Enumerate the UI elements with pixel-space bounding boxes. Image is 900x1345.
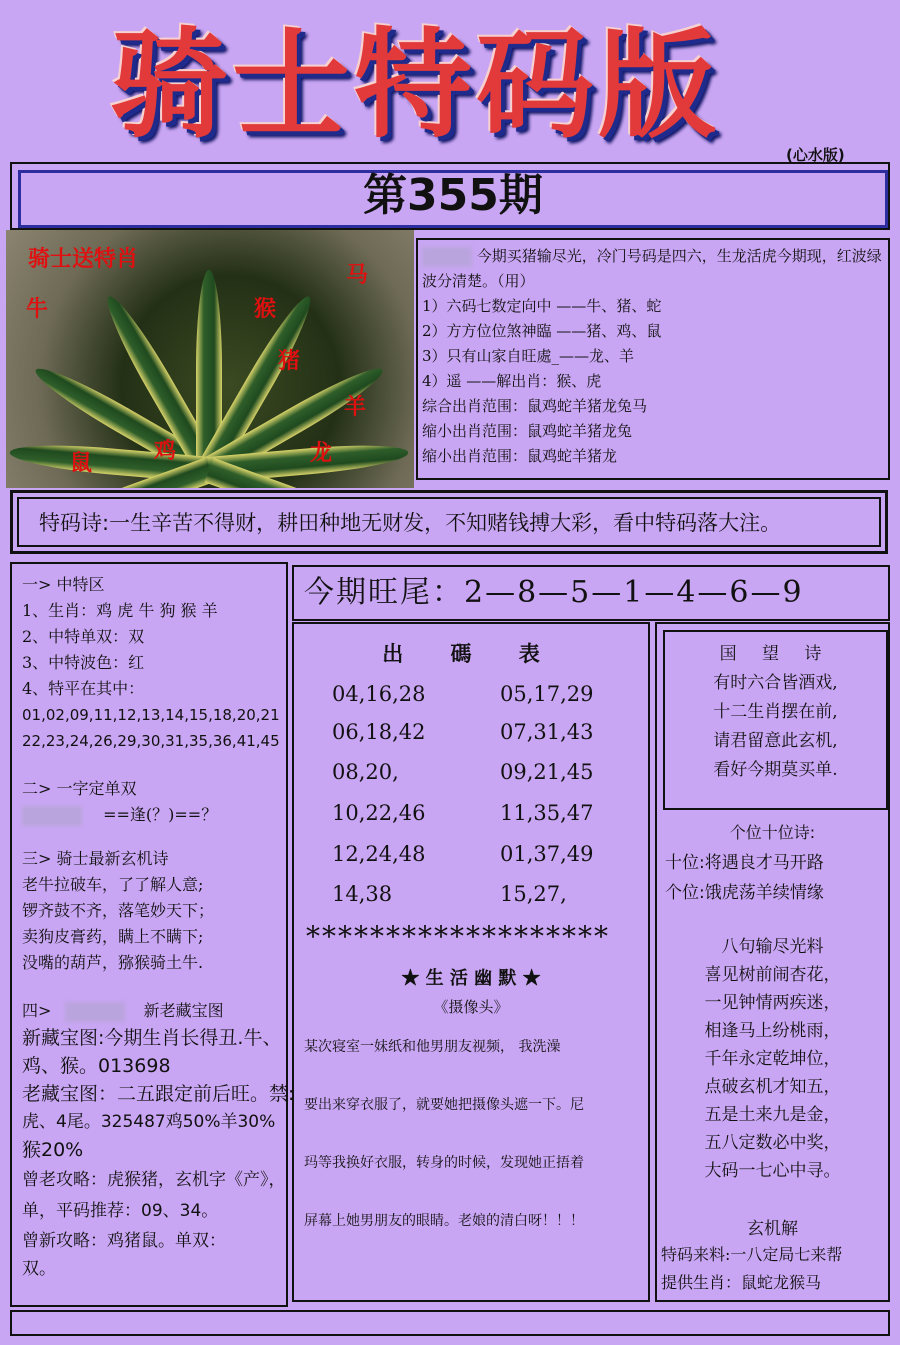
- eight-lines-title: 八句输尽光料: [721, 937, 824, 957]
- table-cell: 14,38: [332, 882, 393, 906]
- mystery-line: 特码来料:一八定局七来帮: [661, 1245, 843, 1264]
- strategy-line: 单，平码推荐：09、34。: [22, 1201, 219, 1221]
- eight-line: 喜见树前闹杏花，: [704, 965, 841, 985]
- numbers-line: 01,02,09,11,12,13,14,15,18,20,21: [22, 706, 280, 724]
- eight-line: 一见钟情两疾迷，: [704, 993, 841, 1013]
- left-column: [10, 562, 295, 1307]
- treasure-line: 老藏宝图：二五跟定前后旺。禁:: [22, 1083, 295, 1105]
- tema-poem: 特码诗:一生辛苦不得财，耕田种地无财发，不知赌钱搏大彩，看中特码落大注。: [17, 497, 881, 547]
- tema-poem-row: [10, 490, 888, 554]
- poem-line: 有时六合皆酒戏,: [713, 673, 838, 693]
- story-line: 要出来穿衣服了，就要她把摄像头遮一下。尼: [304, 1097, 584, 1113]
- tens-line: 十位:将遇良才马开路: [665, 853, 824, 873]
- strategy-line: 曾老攻略：虎猴猪，玄机字《产》，: [22, 1170, 286, 1190]
- riddle-line: 老牛拉破车，了了解人意;: [22, 875, 204, 894]
- strategy-line: 双。: [22, 1259, 56, 1279]
- right-column: [655, 622, 890, 1302]
- photo-label: 牛: [26, 297, 49, 322]
- eight-line: 大码一七心中寻。: [704, 1161, 841, 1181]
- treasure-line: 虎、4尾。325487鸡50%羊30%: [22, 1112, 276, 1132]
- blurred-mark: [65, 1002, 125, 1022]
- color-line: 3、中特波色：红: [22, 653, 145, 672]
- eight-line: 千年永定乾坤位，: [704, 1049, 841, 1069]
- agave-photo: [6, 230, 414, 488]
- table-cell: 15,27,: [500, 882, 567, 906]
- lucky-tails: 今期旺尾：2—8—5—1—4—6—9: [292, 565, 890, 621]
- edition-label: (心水版): [786, 146, 845, 164]
- prediction-line: 2）方方位位煞神臨 ——猪、鸡、鼠: [422, 322, 662, 340]
- guowang-poem: [663, 630, 888, 810]
- section-title: 四> 新老藏宝图: [22, 1001, 224, 1020]
- section-title: 二> 一字定单双: [22, 779, 137, 798]
- numbers-label: 4、特平在其中：: [22, 679, 145, 698]
- zodiac-line: 1、生肖：鸡 虎 牛 狗 猴 羊: [22, 601, 218, 620]
- table-cell: 05,17,29: [500, 682, 594, 706]
- eight-line: 点破玄机才知五，: [704, 1077, 841, 1097]
- prediction-line: 1）六码七数定向中 ——牛、猪、蛇: [422, 297, 662, 315]
- table-cell: 04,16,28: [332, 682, 426, 706]
- table-cell: 06,18,42: [332, 720, 426, 744]
- treasure-line: 鸡、猴。013698: [22, 1055, 171, 1077]
- eight-line: 相逢马上纷桃雨，: [704, 1021, 841, 1041]
- table-cell: 12,24,48: [332, 842, 426, 866]
- ones-line: 个位:饿虎荡羊续情缘: [665, 883, 824, 903]
- poem-line: 十二生肖摆在前,: [713, 702, 838, 722]
- prediction-line: 3）只有山家自旺處_——龙、羊: [422, 347, 635, 365]
- humor-title: ★ 生 活 幽 默 ★: [401, 968, 541, 989]
- prediction-line: 综合出肖范围：鼠鸡蛇羊猪龙兔马: [422, 397, 648, 415]
- bottom-bar: [10, 1310, 890, 1336]
- table-cell: 08,20,: [332, 760, 399, 784]
- table-cell: 07,31,43: [500, 720, 594, 744]
- photo-label: 龙: [310, 441, 333, 466]
- riddle-line: 锣齐鼓不齐，落笔妙天下；: [22, 901, 215, 920]
- treasure-line: 猴20%: [22, 1139, 84, 1161]
- photo-label: 骑士送特肖: [28, 247, 139, 272]
- photo-label: 羊: [344, 395, 367, 420]
- photo-label: 鼠: [70, 451, 93, 476]
- table-cell: 11,35,47: [500, 801, 594, 825]
- section-title: 三> 骑士最新玄机诗: [22, 849, 169, 868]
- table-cell: 09,21,45: [500, 760, 594, 784]
- section-title: 一> 中特区: [22, 575, 105, 594]
- poem-title: 国 望 诗: [719, 644, 832, 664]
- photo-label: 猪: [278, 349, 301, 374]
- story-line: 玛等我换好衣服，转身的时候，发现她正捂着: [304, 1155, 584, 1171]
- blurred-mark: [22, 806, 82, 826]
- mystery-title: 玄机解: [747, 1219, 798, 1239]
- number-table: [292, 622, 650, 1302]
- eight-line: 五八定数必中奖，: [704, 1133, 841, 1153]
- issue-bar: [10, 162, 890, 230]
- humor-subtitle: 《摄像头》: [433, 998, 509, 1016]
- table-title: 出 碼 表: [382, 641, 560, 666]
- story-line: 屏幕上她男朋友的眼睛。老娘的清白呀！！！: [304, 1213, 584, 1229]
- numbers-line: 22,23,24,26,29,30,31,35,36,41,45: [22, 732, 280, 750]
- photo-label: 马: [346, 263, 369, 288]
- poem-line: 请君留意此玄机,: [713, 731, 838, 751]
- poem-line: 看好今期莫买单.: [713, 760, 838, 780]
- page-title: 骑士特码版: [110, 16, 721, 154]
- treasure-line: 新藏宝图:今期生肖长得丑.牛、: [22, 1027, 282, 1049]
- odd-even-riddle: ==逢(？)==？: [22, 802, 276, 828]
- strategy-line: 曾新攻略：鸡猪鼠。单双：: [22, 1231, 226, 1251]
- prediction-intro: 今期买猪输尽光，冷门号码是四六，生龙活虎今期现，红波绿波分清楚。（用）: [422, 247, 882, 290]
- prediction-box: [416, 238, 890, 480]
- prediction-line: 4）遥 ——解出肖：猴、虎: [422, 372, 602, 390]
- table-cell: 01,37,49: [500, 842, 594, 866]
- odd-even-line: 2、中特单双：双: [22, 627, 145, 646]
- star-divider: *******************: [306, 920, 610, 953]
- mystery-line: 提供生肖：鼠蛇龙猴马: [661, 1273, 822, 1292]
- position-poem-title: 个位十位诗:: [729, 823, 816, 842]
- riddle-line: 卖狗皮膏药，瞒上不瞒下;: [22, 927, 204, 946]
- photo-label: 鸡: [154, 439, 177, 464]
- story-line: 某次寝室一妹纸和他男朋友视频， 我洗澡: [304, 1039, 561, 1055]
- eight-line: 五是土来九是金，: [704, 1105, 841, 1125]
- riddle-line: 没嘴的葫芦，猕猴骑土牛.: [22, 953, 204, 972]
- blurred-mark: [422, 247, 472, 267]
- prediction-line: 缩小出肖范围：鼠鸡蛇羊猪龙: [422, 447, 618, 465]
- table-cell: 10,22,46: [332, 801, 426, 825]
- issue-number: 第355期: [18, 170, 888, 228]
- photo-label: 猴: [254, 297, 277, 322]
- prediction-line: 缩小出肖范围：鼠鸡蛇羊猪龙兔: [422, 422, 633, 440]
